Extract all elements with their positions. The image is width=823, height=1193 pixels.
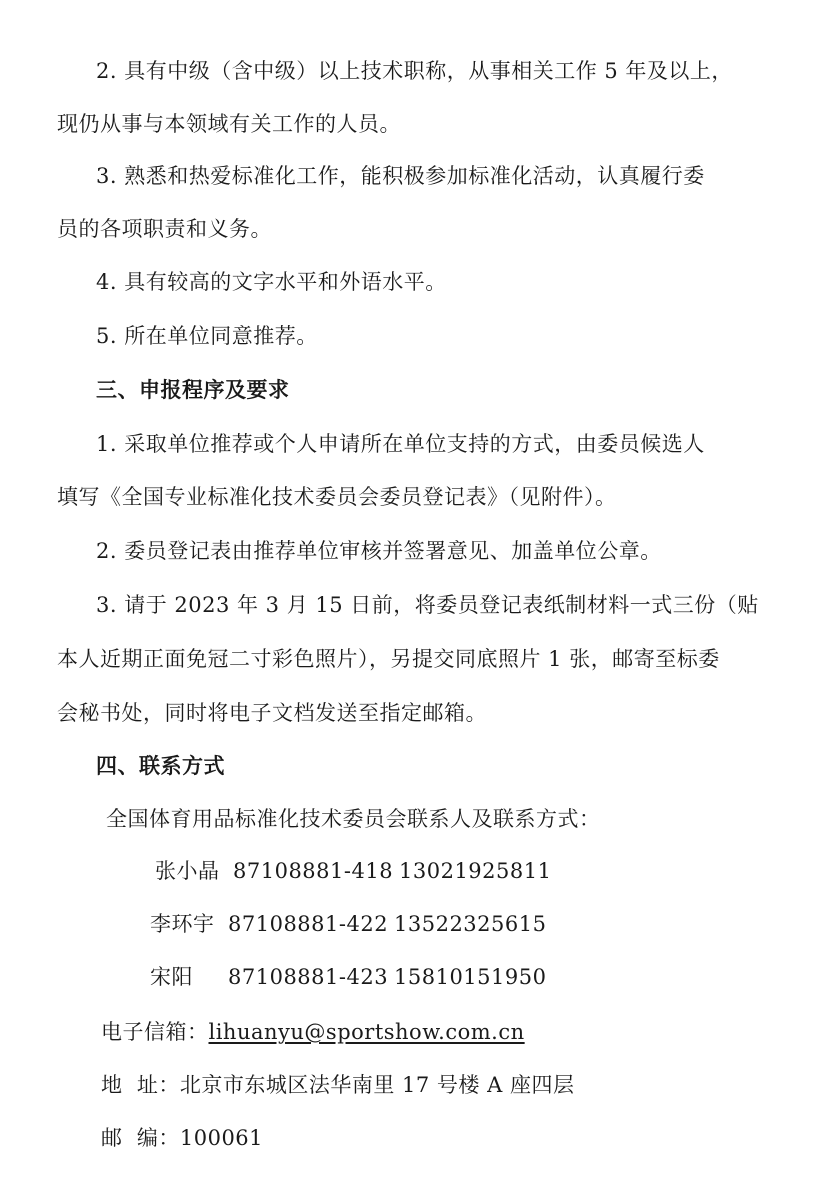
contact-row xyxy=(150,910,546,938)
contact-row xyxy=(155,857,551,885)
email-label: 电子信箱： xyxy=(101,1020,209,1044)
address-label: 地 址： xyxy=(101,1073,180,1097)
requirement-item-3-line-2: 员的各项职责和义务。 xyxy=(57,217,272,241)
requirement-item-5: 5. 所在单位同意推荐。 xyxy=(96,324,318,348)
requirement-item-4: 4. 具有较高的文字水平和外语水平。 xyxy=(96,270,447,294)
contact-phone-ext: 87108881-423 xyxy=(228,965,389,989)
contact-mobile: 13522325615 xyxy=(394,912,547,936)
procedure-item-3-line-3: 会秘书处，同时将电子文档发送至指定邮箱。 xyxy=(57,701,487,725)
section-4-heading: 四、联系方式 xyxy=(96,753,225,778)
postcode-value: 100061 xyxy=(179,1126,264,1150)
postcode-label: 邮 编： xyxy=(101,1126,180,1150)
requirement-item-2-line-2: 现仍从事与本领域有关工作的人员。 xyxy=(57,112,401,136)
address-row xyxy=(101,1071,574,1099)
contact-mobile: 15810151950 xyxy=(394,965,547,989)
contact-mobile: 13021925811 xyxy=(399,859,552,883)
postcode-row xyxy=(101,1124,263,1152)
procedure-item-3-line-1: 3. 请于 2023 年 3 月 15 日前，将委员登记表纸制材料一式三份（贴 xyxy=(96,593,759,617)
procedure-item-1-line-1: 1. 采取单位推荐或个人申请所在单位支持的方式，由委员候选人 xyxy=(96,432,705,456)
section-3-heading: 三、申报程序及要求 xyxy=(96,377,290,402)
contact-row xyxy=(150,963,546,991)
address-value: 北京市东城区法华南里 17 号楼 A 座四层 xyxy=(179,1073,575,1097)
procedure-item-1-line-2: 填写《全国专业标准化技术委员会委员登记表》（见附件）。 xyxy=(57,485,617,509)
contact-name: 张小晶 xyxy=(155,859,220,883)
procedure-item-3-line-2: 本人近期正面免冠二寸彩色照片），另提交同底照片 1 张，邮寄至标委 xyxy=(57,647,720,671)
procedure-item-2: 2. 委员登记表由推荐单位审核并签署意见、加盖单位公章。 xyxy=(96,539,662,563)
contact-intro: 全国体育用品标准化技术委员会联系人及联系方式： xyxy=(106,807,601,831)
email-link[interactable]: lihuanyu@sportshow.com.cn xyxy=(208,1020,525,1044)
requirement-item-2-line-1: 2. 具有中级（含中级）以上技术职称，从事相关工作 5 年及以上， xyxy=(96,59,733,83)
requirement-item-3-line-1: 3. 熟悉和热爱标准化工作，能积极参加标准化活动，认真履行委 xyxy=(96,164,705,188)
contact-name: 李环宇 xyxy=(150,912,215,936)
contact-name: 宋阳 xyxy=(150,965,193,989)
contact-phone-ext: 87108881-418 xyxy=(233,859,394,883)
email-row xyxy=(101,1018,525,1046)
contact-phone-ext: 87108881-422 xyxy=(228,912,389,936)
